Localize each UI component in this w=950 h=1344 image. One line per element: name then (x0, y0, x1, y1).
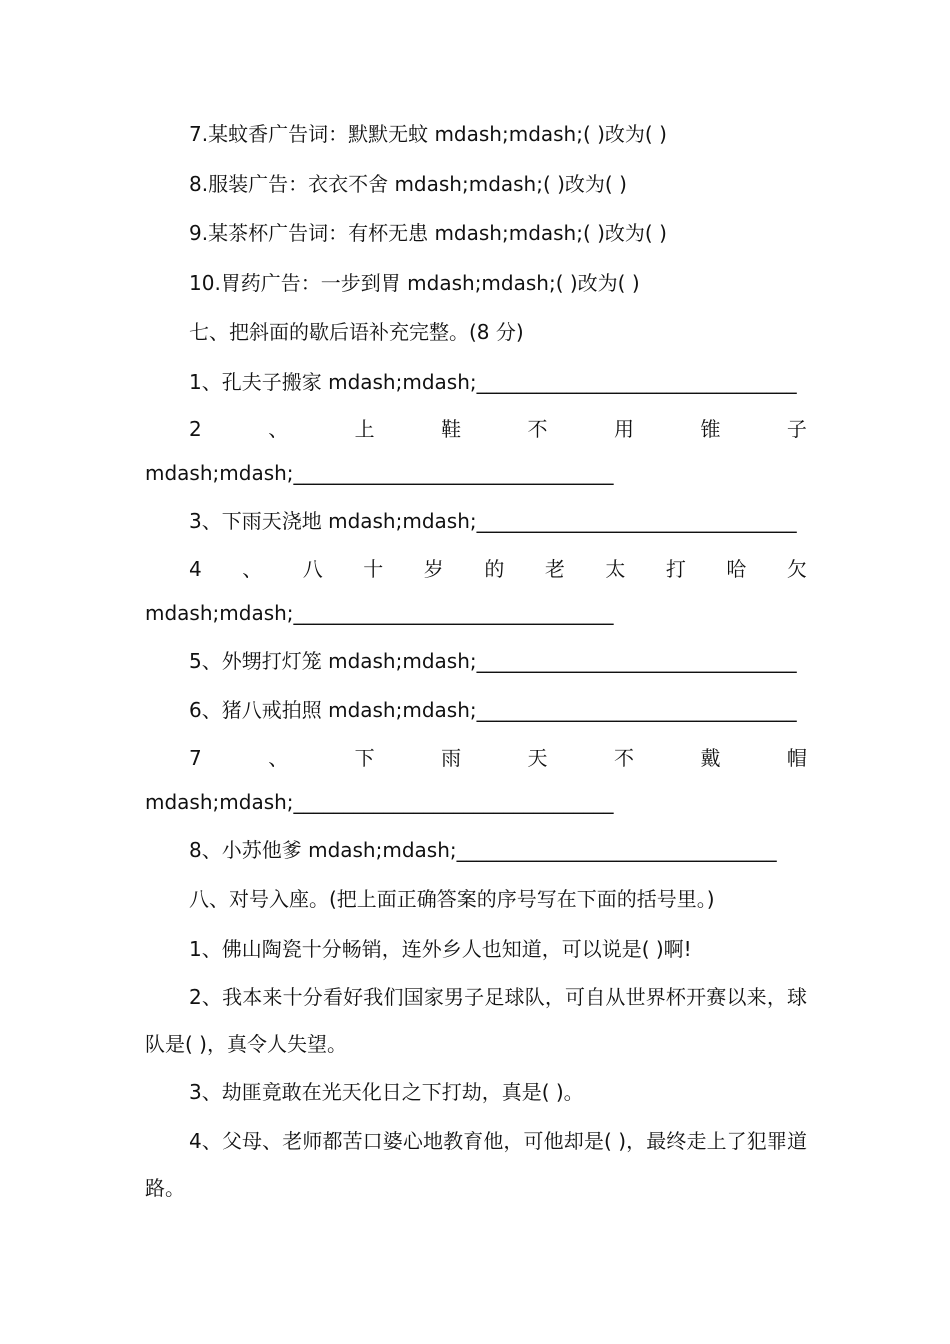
section-seven-heading: 七、把斜面的歇后语补充完整。(8 分) (189, 320, 524, 344)
char: 鞋 (441, 417, 462, 441)
char: 太 (605, 556, 626, 581)
fill-item-2: 2、我本来十分看好我们国家男子足球队，可自从世界杯开赛以来，球队是( )，真令人失望。 (145, 985, 807, 1056)
char: 岁 (423, 556, 444, 581)
section-eight-heading: 八、对号入座。(把上面正确答案的序号写在下面的括号里。) (189, 887, 715, 911)
xiehouyu-item-1: 1、孔夫子搬家 mdash;mdash;________________________________ (189, 369, 797, 394)
char: 帽 (786, 745, 807, 770)
document-body (145, 110, 807, 1212)
char: 的 (484, 556, 505, 581)
xiehouyu-item-8: 8、小苏他爹 mdash;mdash;________________________________ (189, 837, 777, 862)
ad-item-7: 7.某蚊香广告词：默默无蚊 mdash;mdash;( )改为( ) (189, 122, 667, 146)
char: 不 (527, 417, 548, 441)
ad-item-8: 8.服装广告：衣衣不舍 mdash;mdash;( )改为( ) (189, 171, 627, 196)
char: 哈 (726, 556, 747, 581)
xiehouyu-item-7-continuation: mdash;mdash;________________________________ (145, 789, 614, 814)
char: 2 (189, 417, 202, 441)
char: 打 (665, 556, 686, 581)
xiehouyu-item-5: 5、外甥打灯笼 mdash;mdash;________________________________ (189, 648, 797, 673)
char: 十 (363, 556, 384, 581)
char: 、 (268, 417, 289, 441)
xiehouyu-item-2 (145, 407, 807, 451)
xiehouyu-item-4 (145, 547, 807, 591)
char: 八 (302, 556, 323, 581)
char: 锥 (700, 417, 721, 441)
char: 天 (527, 745, 548, 770)
char: 上 (354, 417, 375, 441)
char: 不 (614, 745, 634, 770)
ad-item-9: 9.某茶杯广告词：有杯无患 mdash;mdash;( )改为( ) (189, 221, 667, 245)
xiehouyu-item-4-continuation: mdash;mdash;________________________________ (145, 600, 614, 625)
char: 欠 (786, 556, 807, 581)
fill-item-3: 3、劫匪竟敢在光天化日之下打劫，真是( )。 (189, 1080, 584, 1104)
char: 戴 (700, 745, 721, 770)
xiehouyu-item-6: 6、猪八戒拍照 mdash;mdash;________________________________ (189, 698, 797, 722)
char: 、 (268, 745, 289, 770)
char: 老 (544, 556, 565, 581)
char: 、 (242, 556, 263, 581)
char: 子 (786, 417, 807, 441)
xiehouyu-item-7 (145, 736, 807, 780)
char: 用 (614, 417, 634, 441)
char: 雨 (441, 745, 462, 770)
char: 下 (354, 745, 375, 770)
xiehouyu-item-3: 3、下雨天浇地 mdash;mdash;________________________________ (189, 509, 797, 533)
char: 7 (189, 745, 202, 770)
char: 4 (189, 556, 202, 581)
xiehouyu-item-2-continuation: mdash;mdash;________________________________ (145, 461, 614, 485)
ad-item-10: 10.胃药广告：一步到胃 mdash;mdash;( )改为( ) (189, 270, 640, 295)
fill-item-1: 1、佛山陶瓷十分畅销，连外乡人也知道，可以说是( )啊! (189, 936, 692, 961)
fill-item-4: 4、父母、老师都苦口婆心地教育他，可他却是( )，最终走上了犯罪道路。 (145, 1128, 807, 1200)
